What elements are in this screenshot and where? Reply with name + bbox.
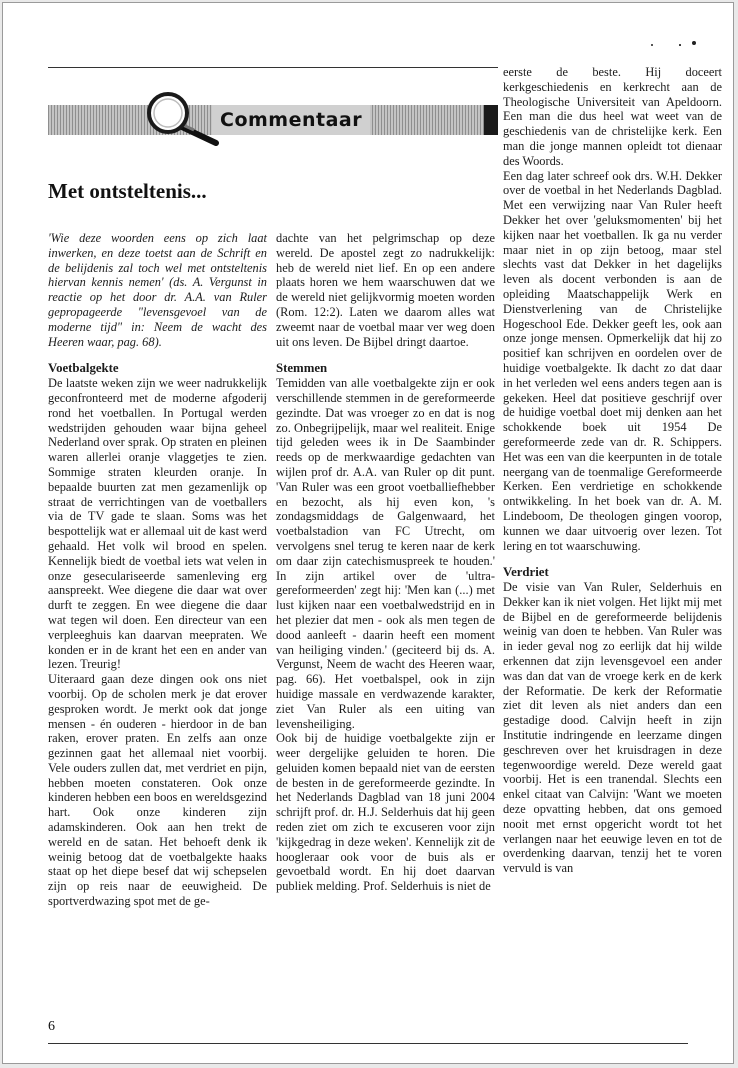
paragraph: eerste de beste. Hij doceert kerkgeschiedenis en kerkrecht aan de Theologische Universiteit van Apeldoorn. Een man die dus heel wat weet van de geschiedenis van de christelijke kerk. Een man die jonge mannen opleidt tot dienaar des Woords.: [503, 65, 722, 168]
bottom-rule: [48, 1043, 688, 1044]
paragraph: Ook bij de huidige voetbalgekte zijn er weer dergelijke geluiden te horen. Die geluiden komen bepaald niet van de eersten de besten in de gereformeerde gezindte. In het Nederlands Dagblad van 18 juni 2004 schrijft prof. dr. H.J. Selderhuis dat hij geen reden ziet om zich te excuseren voor zijn 'kijkgedrag in deze weken'. Kennelijk zit de hoogleraar ook voor de buis als er gevoetbald wordt. En hij doet daarvan publiek melding. Prof. Selderhuis is niet de: [276, 731, 495, 894]
top-rule: [48, 67, 498, 68]
column-1: [48, 231, 267, 909]
paragraph: Temidden van alle voetbalgekte zijn er ook verschillende stemmen in de gereformeerde gezindte. Dat was vroeger zo en dat is nog zo. Onbegrijpelijk, maar wel realiteit. Enige tijd geleden wees ik in De Saambinder reeds op de merkwaardige gedachten van wijlen prof dr. A.A. van Ruler op dit punt. 'Van Ruler was een groot voetballiefhebber en bezocht, als hij even kon, 's zondagsmiddags de Galgenwaard, het voetbalstadion van FC Utrecht, om vervolgens snel terug te keren naar de kerk om daar zijn catechismuspreek te houden.' In zijn artikel over de 'ultra-gereformeerden' zegt hij: 'Men kan (...) met lust kijken naar een voetbalwedstrijd en in het plezier dat men - ook als men tegen de dood aanleeft - daarin heeft een moment van heiliging vinden.' (geciteerd bij ds. A. Vergunst, Neem de wacht des Heeren waar, pag. 66). Het voetbalspel, ook in zijn huidige massale en verdwazende karakter, ziet Van Ruler als een uiting van levensheiliging.: [276, 376, 495, 731]
section-heading-voetbalgekte: Voetbalgekte: [48, 361, 119, 376]
banner-title: Commentaar: [212, 105, 370, 135]
magazine-page: [2, 2, 734, 1064]
column-3: [503, 65, 722, 876]
column-2: [276, 231, 495, 894]
paragraph: De laatste weken zijn we weer nadrukkelijk geconfronteerd met de moderne afgoderij rond het voetballen. In Portugal werden wedstrijden gehouden waar bijna geheel Nederland over sprak. Op straten en pleinen waren allerlei oranje vlaggetjes te zien. Sommige straten kleurden oranje. In bepaalde buurten zat men gezamenlijk op straat de verrichtingen van de voetballers via de TV gade te slaan. Soms was het bespottelijk wat er allemaal uit de kast werd gehaald. Het volk wil brood en spelen. Kennelijk biedt de voetbal iets wat velen in onze geseculariseerde samenleving erg aanspreekt. Wee diegene die daar wat over durft te zeggen. En wee diegene die daar wat tegen wil doen. Een directeur van een verpleeghuis kan daarvan meepraten. We konden er in de krant het een en ander van lezen. Treurig!: [48, 376, 267, 672]
scan-specks: [643, 39, 713, 51]
page-number: 6: [48, 1019, 55, 1034]
paragraph: Een dag later schreef ook drs. W.H. Dekker over de voetbal in het Nederlands Dagblad. Met een verwijzing naar Van Ruler heeft Dekker het over 'geluksmomenten' bij het kijken naar het voetballen. Ik ga nu verder maar niet in op zijn betoog, maar stel slechts vast dat Dekker in het dagelijks leven als docent verbonden is aan de opleiding Maatschappelijk Werk en Dienstverlening van de Christelijke Hogeschool Ede. Dekker geeft les, ook aan onze jonge mensen. Opmerkelijk dat hij zo positief kan schrijven en oordelen over de huidige voetbalgekte. Ik dacht zo dat daar in het verleden wel eens anders tegen aan is gekeken. Heel dat positieve geschrijf over de huidige voetbal doet mij denken aan het schokkende boek uit 1954 De gereformeerde zede van dr. R. Schippers. Het was een van die keerpunten in de totale neergang van de toenmalige Gereformeerde Kerken. Een verdrietige en schokkende ontwikkeling. In het boek van dr. A. M. Lindeboom, De theologen gingen voorop, kunnen we daar uitvoerig over lezen. Tot lering en tot waarschuwing.: [503, 168, 722, 553]
section-heading-verdriet: Verdriet: [503, 565, 549, 580]
paragraph: dachte van het pelgrimschap op deze wereld. De apostel zegt zo nadrukkelijk: heb de wereld niet lief. En op een andere plaats horen we hem waarschuwen dat we de wereld niet gelijkvormig moeten worden (Rom. 12:2). Laten we daarom alles wat zweemt naar de voetbal maar ver weg doen uit ons leven. De Bijbel dringt daartoe.: [276, 231, 495, 349]
section-heading-stemmen: Stemmen: [276, 361, 328, 376]
paragraph: De visie van Van Ruler, Selderhuis en Dekker kan ik niet volgen. Het lijkt mij met de Bijbel en de gereformeerde belijdenis weinig van doen te hebben. Van Ruler was in ieder geval nog zo eerlijk dat hij wilde erkennen dat zijn levensgevoel een ander was dan dat van de vroege kerk en de kerk der Reformatie. De kerk der Reformatie ziet dit leven als niet anders dan een gestadige dood. Calvijn heeft in zijn Institutie indringende en leerzame dingen geschreven over het kruisdragen in deze tegenwoordige wereld. Deze wereld gaat voorbij. Het is een tranendal. Slechts een enkel citaat van Calvijn: 'Want we moeten deze opvatting hebben, dat ons gemoed nooit met ernst opgericht wordt tot het verlangen naar het eeuwige leven en tot de overdenking daarvan, tenzij het te voren vervuld is van: [503, 580, 722, 876]
paragraph: Uiteraard gaan deze dingen ook ons niet voorbij. Op de scholen merk je dat erover gesproken wordt. Je merkt ook dat jonge mensen - én ouderen - hierdoor in de ban raken, erover praten. En zelfs aan onze gezinnen gaat het allemaal niet voorbij. Vele ouders zullen dat, met verdriet en pijn, hebben moeten constateren. Ook onze kinderen hebben een boos en wereldsgezind hart. Ook onze kinderen zijn adamskinderen. Ook aan hen trekt de wereld en de satan. Het behoeft denk ik weinig betoog dat de voetbalgekte haaks staat op het diepe besef dat wij schepselen zijn op reis naar de eeuwigheid. De sportverdwazing spot met de ge-: [48, 672, 267, 909]
banner-end-block: [484, 105, 498, 135]
section-banner: [48, 91, 498, 147]
intro-quote: 'Wie deze woorden eens op zich laat inwerken, en deze toetst aan de Schrift en de belijdenis zal toch wel met ontsteltenis hiervan kennis nemen' (ds. A. Vergunst in reactie op het door dr. A.A. van Ruler gepropageerde "levensgevoel van de moderne tijd" in: Neem de wacht des Heeren waar, pag. 68).: [48, 231, 267, 349]
article-title: Met ontsteltenis...: [48, 179, 207, 203]
